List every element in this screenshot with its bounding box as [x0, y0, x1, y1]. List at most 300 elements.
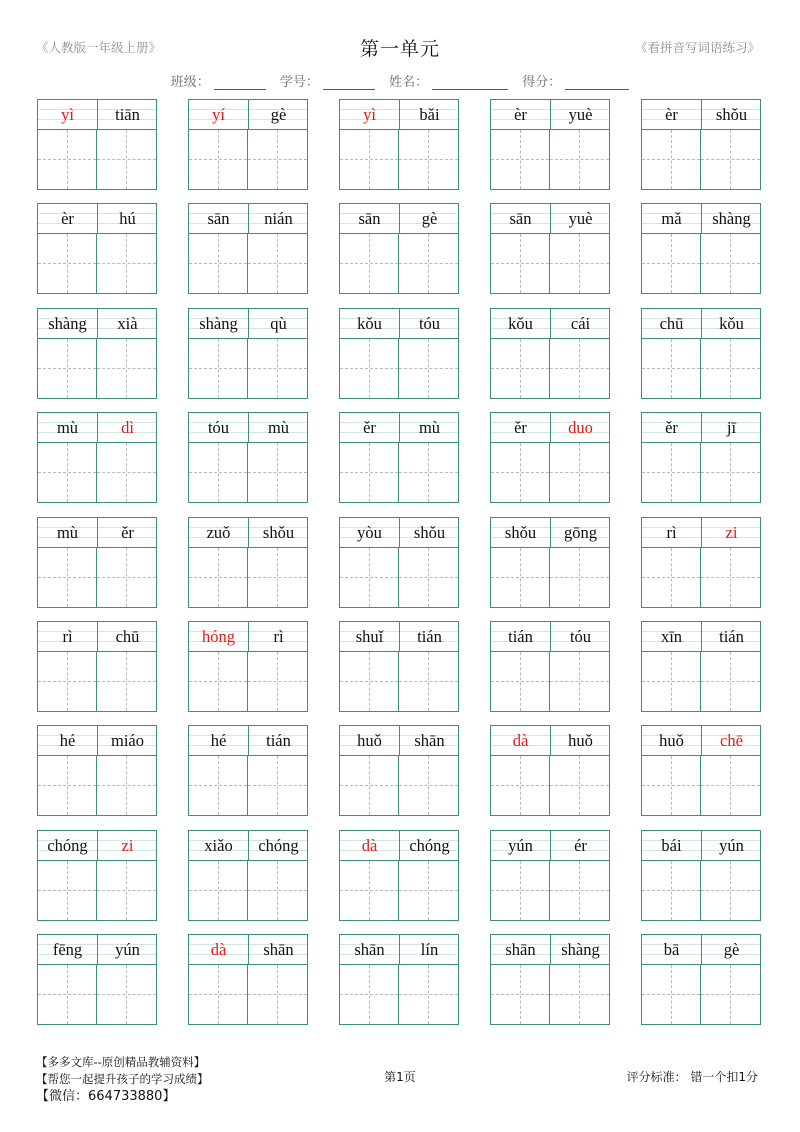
tianzige-cell	[550, 861, 609, 920]
pinyin-row	[642, 726, 760, 756]
pinyin-left: yí	[212, 105, 225, 124]
pinyin-right: dì	[121, 418, 134, 437]
tianzige-cell	[189, 548, 248, 607]
tianzige-cell	[97, 861, 156, 920]
score-label: 得分：	[522, 75, 562, 90]
writing-area	[38, 443, 156, 502]
word-box	[37, 99, 157, 190]
tianzige-cell	[550, 130, 609, 189]
tianzige-cell	[399, 130, 458, 189]
word-box	[490, 621, 610, 712]
tianzige-cell	[550, 965, 609, 1024]
writing-area	[491, 861, 609, 920]
pinyin-row	[491, 622, 609, 652]
pinyin-right: mù	[418, 418, 441, 437]
pinyin-row	[340, 100, 458, 130]
pinyin-row	[340, 726, 458, 756]
pinyin-left: huǒ	[357, 731, 382, 750]
tianzige-cell	[701, 652, 760, 711]
pinyin-row	[340, 831, 458, 861]
word-box	[37, 934, 157, 1025]
tianzige-cell	[642, 861, 701, 920]
pinyin-row	[642, 518, 760, 548]
tianzige-cell	[642, 234, 701, 293]
pinyin-row	[189, 309, 307, 339]
tianzige-cell	[248, 965, 307, 1024]
pinyin-right: yún	[115, 940, 140, 959]
name-label: 姓名：	[389, 75, 429, 90]
pinyin-left: mǎ	[661, 209, 682, 228]
pinyin-left: èr	[665, 105, 678, 124]
pinyin-left: èr	[61, 209, 74, 228]
class-blank	[214, 77, 266, 90]
tianzige-cell	[550, 548, 609, 607]
tianzige-cell	[491, 756, 550, 815]
pinyin-left: fēng	[52, 940, 83, 959]
pinyin-row	[340, 309, 458, 339]
word-box	[490, 517, 610, 608]
tianzige-cell	[491, 965, 550, 1024]
tianzige-cell	[248, 234, 307, 293]
tianzige-cell	[642, 652, 701, 711]
word-box	[37, 621, 157, 712]
pinyin-right: nián	[264, 209, 293, 228]
pinyin-right: shàng	[712, 209, 751, 228]
writing-area	[189, 756, 307, 815]
word-box	[37, 725, 157, 816]
pinyin-left: sān	[358, 209, 381, 228]
word-box	[641, 725, 761, 816]
pinyin-right: tián	[417, 627, 442, 646]
word-box	[339, 830, 459, 921]
pinyin-left: zuǒ	[206, 523, 231, 542]
pinyin-left: shàng	[48, 314, 87, 333]
pinyin-right: shàng	[561, 940, 600, 959]
book-tag: 《人教版一年级上册》	[36, 40, 162, 55]
writing-area	[38, 234, 156, 293]
writing-area	[340, 756, 458, 815]
pinyin-left: dà	[210, 940, 227, 959]
pinyin-right: tiān	[115, 105, 140, 124]
word-box	[37, 830, 157, 921]
pinyin-right: zi	[725, 523, 738, 542]
writing-area	[642, 443, 760, 502]
pinyin-left: yì	[363, 105, 376, 124]
tianzige-cell	[701, 234, 760, 293]
tianzige-cell	[189, 756, 248, 815]
word-box	[339, 517, 459, 608]
pinyin-left: sān	[207, 209, 230, 228]
tianzige-cell	[38, 234, 97, 293]
pinyin-row	[642, 622, 760, 652]
tianzige-cell	[701, 965, 760, 1024]
scoring-rule: 评分标准： 错一个扣1分	[626, 1070, 758, 1084]
pinyin-right: cái	[570, 314, 591, 333]
word-box	[641, 412, 761, 503]
pinyin-right: huǒ	[568, 731, 593, 750]
writing-area	[491, 130, 609, 189]
pinyin-right: shān	[414, 731, 445, 750]
writing-area	[38, 339, 156, 398]
name-field	[389, 75, 508, 90]
word-box	[188, 308, 308, 399]
tianzige-cell	[701, 130, 760, 189]
writing-area	[642, 861, 760, 920]
writing-area	[340, 965, 458, 1024]
writing-area	[38, 861, 156, 920]
pinyin-left: shān	[505, 940, 536, 959]
word-box	[188, 725, 308, 816]
tianzige-cell	[642, 443, 701, 502]
word-box	[37, 203, 157, 294]
writing-area	[491, 234, 609, 293]
writing-area	[189, 234, 307, 293]
writing-area	[340, 861, 458, 920]
tianzige-cell	[189, 234, 248, 293]
pinyin-row	[38, 831, 156, 861]
id-blank	[323, 77, 375, 90]
word-box	[188, 621, 308, 712]
writing-area	[340, 339, 458, 398]
word-box	[37, 308, 157, 399]
pinyin-right: chóng	[258, 836, 299, 855]
word-box	[339, 99, 459, 190]
writing-area	[642, 652, 760, 711]
pinyin-left: hóng	[202, 627, 235, 646]
word-box	[339, 203, 459, 294]
pinyin-left: rì	[666, 523, 677, 542]
tianzige-cell	[340, 756, 399, 815]
pinyin-left: kǒu	[508, 314, 533, 333]
writing-area	[340, 234, 458, 293]
tianzige-cell	[189, 861, 248, 920]
word-box	[188, 412, 308, 503]
pinyin-left: tóu	[207, 418, 230, 437]
tianzige-cell	[399, 756, 458, 815]
word-box	[490, 203, 610, 294]
word-box	[641, 99, 761, 190]
pinyin-left: yòu	[357, 523, 382, 542]
tianzige-cell	[38, 443, 97, 502]
word-box	[490, 725, 610, 816]
writing-area	[189, 652, 307, 711]
pinyin-left: ěr	[363, 418, 376, 437]
tianzige-cell	[340, 861, 399, 920]
writing-area	[491, 965, 609, 1024]
tianzige-cell	[340, 652, 399, 711]
pinyin-row	[491, 309, 609, 339]
pinyin-row	[491, 935, 609, 965]
pinyin-row	[38, 935, 156, 965]
pinyin-left: hé	[59, 731, 76, 750]
tianzige-cell	[701, 339, 760, 398]
writing-area	[189, 130, 307, 189]
tianzige-cell	[491, 339, 550, 398]
pinyin-right: hú	[119, 209, 136, 228]
pinyin-right: kǒu	[719, 314, 744, 333]
tianzige-cell	[491, 234, 550, 293]
writing-area	[38, 130, 156, 189]
writing-area	[642, 130, 760, 189]
word-box	[490, 99, 610, 190]
score-field	[522, 75, 629, 90]
pinyin-right: shǒu	[262, 523, 295, 542]
pinyin-right: mù	[267, 418, 290, 437]
word-box	[188, 934, 308, 1025]
tianzige-cell	[248, 339, 307, 398]
tianzige-cell	[97, 234, 156, 293]
tianzige-cell	[701, 443, 760, 502]
writing-area	[340, 130, 458, 189]
tianzige-cell	[248, 443, 307, 502]
pinyin-row	[189, 100, 307, 130]
pinyin-right: miáo	[111, 731, 144, 750]
pinyin-right: yuè	[568, 209, 593, 228]
pinyin-left: dà	[361, 836, 378, 855]
writing-area	[38, 548, 156, 607]
tianzige-cell	[491, 130, 550, 189]
pinyin-right: xià	[117, 314, 138, 333]
tianzige-cell	[491, 548, 550, 607]
pinyin-row	[189, 413, 307, 443]
word-box	[641, 517, 761, 608]
pinyin-right: gōng	[564, 523, 597, 542]
pinyin-row	[642, 100, 760, 130]
tianzige-cell	[550, 756, 609, 815]
pinyin-row	[189, 726, 307, 756]
pinyin-writing-grid	[37, 99, 763, 1029]
tianzige-cell	[701, 756, 760, 815]
tianzige-cell	[642, 130, 701, 189]
tianzige-cell	[38, 130, 97, 189]
tianzige-cell	[189, 965, 248, 1024]
pinyin-left: chóng	[47, 836, 88, 855]
pinyin-right: yuè	[568, 105, 593, 124]
pinyin-right: tián	[719, 627, 744, 646]
word-box	[490, 308, 610, 399]
pinyin-right: zi	[121, 836, 134, 855]
tianzige-cell	[38, 861, 97, 920]
pinyin-left: shuǐ	[355, 627, 384, 646]
pinyin-row	[491, 204, 609, 234]
tianzige-cell	[642, 756, 701, 815]
word-box	[188, 99, 308, 190]
id-field	[280, 75, 375, 90]
pinyin-left: èr	[514, 105, 527, 124]
pinyin-right: tóu	[418, 314, 441, 333]
writing-area	[491, 443, 609, 502]
tianzige-cell	[550, 652, 609, 711]
tianzige-cell	[38, 339, 97, 398]
pinyin-right: chē	[720, 731, 743, 750]
tianzige-cell	[642, 548, 701, 607]
pinyin-left: yún	[508, 836, 533, 855]
pinyin-row	[642, 413, 760, 443]
writing-area	[642, 965, 760, 1024]
pinyin-right: ér	[574, 836, 587, 855]
pinyin-left: bā	[663, 940, 680, 959]
word-box	[339, 725, 459, 816]
tianzige-cell	[642, 339, 701, 398]
pinyin-right: duo	[568, 418, 593, 437]
id-label: 学号：	[279, 75, 319, 90]
writing-area	[642, 756, 760, 815]
writing-area	[491, 548, 609, 607]
word-box	[490, 934, 610, 1025]
tianzige-cell	[38, 548, 97, 607]
pinyin-left: sān	[509, 209, 532, 228]
name-blank	[432, 77, 508, 90]
class-field	[171, 75, 266, 90]
pinyin-right: shān	[263, 940, 294, 959]
pinyin-row	[340, 935, 458, 965]
writing-area	[491, 339, 609, 398]
pinyin-left: rì	[62, 627, 73, 646]
tianzige-cell	[340, 130, 399, 189]
word-box	[188, 830, 308, 921]
word-box	[339, 934, 459, 1025]
pinyin-left: shǒu	[504, 523, 537, 542]
writing-area	[642, 339, 760, 398]
pinyin-left: mù	[56, 418, 79, 437]
pinyin-right: gè	[421, 209, 438, 228]
pinyin-right: gè	[270, 105, 287, 124]
pinyin-row	[38, 413, 156, 443]
pinyin-right: shǒu	[413, 523, 446, 542]
pinyin-left: ěr	[665, 418, 678, 437]
pinyin-left: tián	[508, 627, 533, 646]
tianzige-cell	[97, 652, 156, 711]
tianzige-cell	[248, 756, 307, 815]
pinyin-left: shàng	[199, 314, 238, 333]
pinyin-left: yì	[61, 105, 74, 124]
tianzige-cell	[97, 443, 156, 502]
pinyin-left: kǒu	[357, 314, 382, 333]
tianzige-cell	[248, 861, 307, 920]
pinyin-right: bǎi	[419, 105, 440, 124]
tianzige-cell	[399, 234, 458, 293]
word-box	[490, 412, 610, 503]
pinyin-right: yún	[719, 836, 744, 855]
writing-area	[38, 965, 156, 1024]
word-box	[641, 934, 761, 1025]
class-label: 班级：	[170, 75, 210, 90]
word-box	[188, 517, 308, 608]
tianzige-cell	[491, 861, 550, 920]
tianzige-cell	[491, 443, 550, 502]
tianzige-cell	[248, 130, 307, 189]
tianzige-cell	[38, 756, 97, 815]
pinyin-left: xīn	[660, 627, 683, 646]
tianzige-cell	[550, 234, 609, 293]
pinyin-right: shǒu	[715, 105, 748, 124]
tianzige-cell	[340, 443, 399, 502]
word-box	[641, 830, 761, 921]
pinyin-left: dà	[512, 731, 529, 750]
writing-area	[491, 652, 609, 711]
tianzige-cell	[399, 443, 458, 502]
writing-area	[38, 756, 156, 815]
score-blank	[565, 77, 629, 90]
tianzige-cell	[38, 965, 97, 1024]
writing-area	[642, 548, 760, 607]
pinyin-row	[491, 831, 609, 861]
pinyin-left: bái	[661, 836, 682, 855]
pinyin-row	[340, 413, 458, 443]
word-box	[37, 517, 157, 608]
pinyin-row	[189, 831, 307, 861]
page-number: 第1页	[384, 1070, 416, 1084]
pinyin-row	[642, 204, 760, 234]
pinyin-left: ěr	[514, 418, 527, 437]
pinyin-row	[189, 204, 307, 234]
pinyin-row	[38, 204, 156, 234]
pinyin-row	[491, 100, 609, 130]
pinyin-row	[491, 726, 609, 756]
tianzige-cell	[340, 339, 399, 398]
pinyin-right: chóng	[409, 836, 450, 855]
pinyin-row	[38, 518, 156, 548]
pinyin-row	[642, 935, 760, 965]
pinyin-row	[340, 204, 458, 234]
pinyin-right: tóu	[569, 627, 592, 646]
pinyin-left: huǒ	[659, 731, 684, 750]
tianzige-cell	[340, 965, 399, 1024]
pinyin-row	[340, 518, 458, 548]
pinyin-row	[491, 518, 609, 548]
word-box	[490, 830, 610, 921]
pinyin-right: ěr	[121, 523, 134, 542]
footer-promo-line-2: 【帮您一起提升孩子的学习成绩】	[36, 1072, 209, 1086]
pinyin-left: shān	[354, 940, 385, 959]
writing-area	[189, 548, 307, 607]
pinyin-row	[642, 309, 760, 339]
tianzige-cell	[97, 965, 156, 1024]
tianzige-cell	[189, 443, 248, 502]
writing-area	[340, 652, 458, 711]
pinyin-row	[642, 831, 760, 861]
word-box	[37, 412, 157, 503]
pinyin-left: mù	[56, 523, 79, 542]
pinyin-row	[340, 622, 458, 652]
tianzige-cell	[340, 548, 399, 607]
writing-area	[491, 756, 609, 815]
word-box	[641, 203, 761, 294]
writing-area	[189, 965, 307, 1024]
word-box	[339, 621, 459, 712]
tianzige-cell	[248, 548, 307, 607]
pinyin-right: tián	[266, 731, 291, 750]
pinyin-left: hé	[210, 731, 227, 750]
pinyin-right: lín	[420, 940, 439, 959]
tianzige-cell	[399, 548, 458, 607]
writing-area	[189, 443, 307, 502]
tianzige-cell	[550, 443, 609, 502]
pinyin-right: qù	[270, 314, 287, 333]
tianzige-cell	[189, 130, 248, 189]
pinyin-left: xiǎo	[204, 836, 233, 855]
writing-area	[38, 652, 156, 711]
word-box	[641, 621, 761, 712]
tianzige-cell	[550, 339, 609, 398]
pinyin-row	[491, 413, 609, 443]
tianzige-cell	[189, 652, 248, 711]
word-box	[188, 203, 308, 294]
exercise-tag: 《看拼音写词语练习》	[634, 40, 760, 55]
tianzige-cell	[97, 339, 156, 398]
writing-area	[340, 548, 458, 607]
tianzige-cell	[97, 756, 156, 815]
